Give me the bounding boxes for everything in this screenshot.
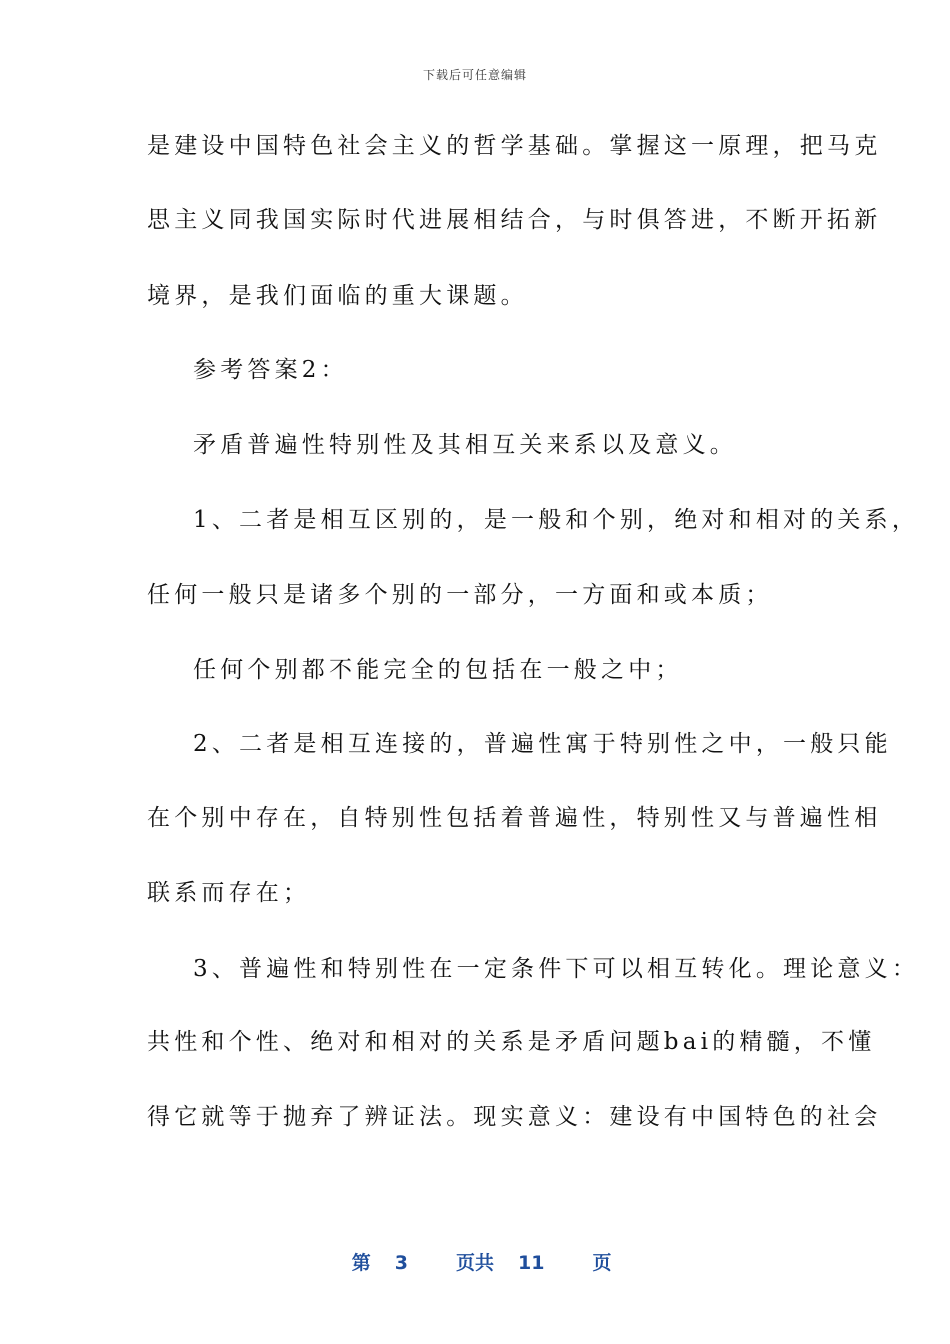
page-label-suffix: 页 xyxy=(592,1252,612,1274)
paragraph-line: 得它就等于抛弃了辨证法。现实意义：建设有中国特色的社会 xyxy=(147,1104,882,1130)
page-label-prefix: 第 xyxy=(351,1252,371,1274)
page-footer xyxy=(0,1226,950,1275)
paragraph-line: 在个别中存在，自特别性包括着普遍性，特别性又与普遍性相 xyxy=(147,805,882,831)
paragraph-line: 矛盾普遍性特别性及其相互关来系以及意义。 xyxy=(193,432,737,458)
current-page-number: 3 xyxy=(394,1252,408,1274)
page-label-middle: 页共 xyxy=(456,1252,495,1274)
paragraph-line: 任何一般只是诸多个别的一部分，一方面和或本质； xyxy=(147,582,773,608)
total-pages-number: 11 xyxy=(518,1252,545,1274)
paragraph-line: 任何个别都不能完全的包括在一般之中； xyxy=(193,657,683,683)
page-header: 下载后可任意编辑 xyxy=(422,68,527,82)
paragraph-line: 思主义同我国实际时代进展相结合，与时俱答进，不断开拓新 xyxy=(147,207,882,233)
paragraph-line: 3、普遍性和特别性在一定条件下可以相互转化。理论意义： xyxy=(193,956,920,982)
paragraph-line: 1、二者是相互区别的，是一般和个别，绝对和相对的关系， xyxy=(193,507,920,533)
paragraph-line: 联系而存在； xyxy=(147,880,311,906)
paragraph-line: 共性和个性、绝对和相对的关系是矛盾问题bai的精髓，不懂 xyxy=(147,1029,876,1055)
paragraph-line: 是建设中国特色社会主义的哲学基础。掌握这一原理，把马克 xyxy=(147,133,882,159)
paragraph-line: 境界，是我们面临的重大课题。 xyxy=(147,283,528,309)
paragraph-line: 2、二者是相互连接的，普遍性寓于特别性之中，一般只能 xyxy=(193,731,892,757)
answer-heading: 参考答案2： xyxy=(193,357,348,383)
